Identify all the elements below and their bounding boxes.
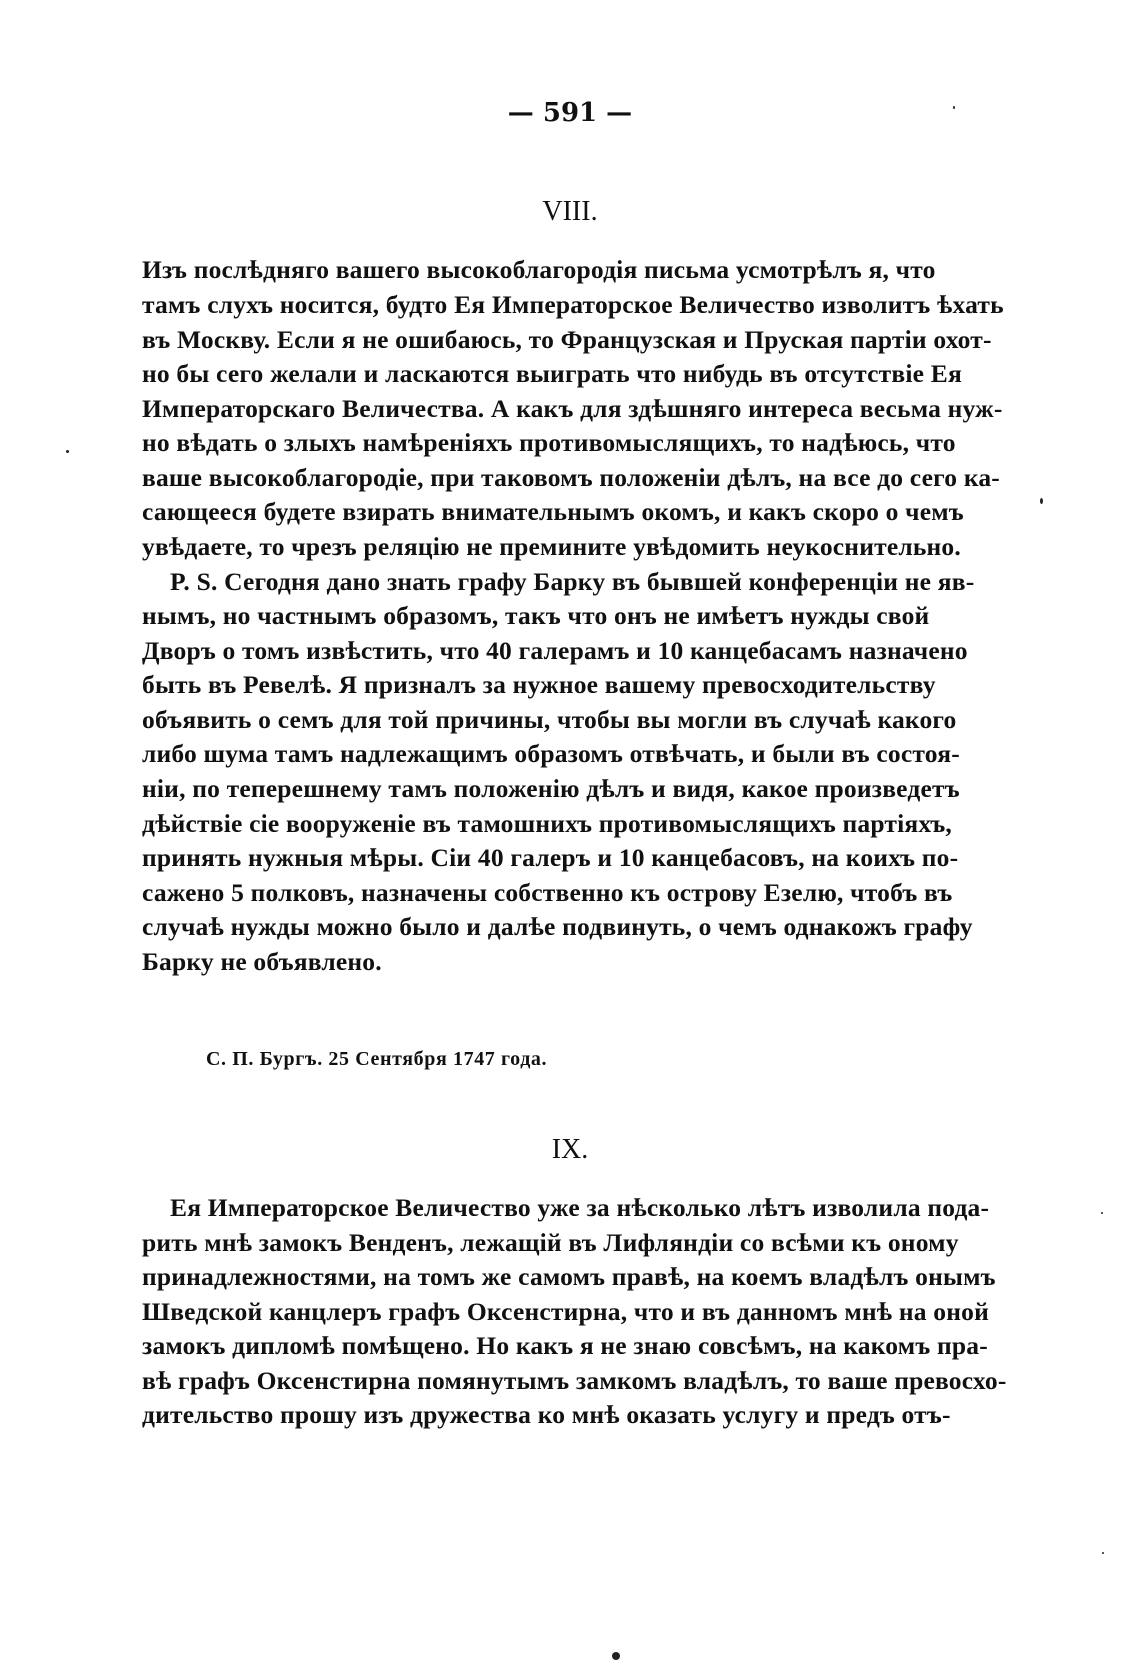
postscript-line: P. S. Сегодня дано знать графу Барку въ бывшей конференціи не яв-: [170, 567, 975, 596]
paragraph-line: сажено 5 полковъ, назначены собственно къ острову Езелю, чтобъ въ: [142, 878, 953, 907]
paragraph-line: тамъ слухъ носится, будто Ея Императорское Величество изволитъ ѣхать: [142, 290, 1004, 319]
paragraph-line: Барку не объявлено.: [142, 947, 382, 976]
paragraph-line: рить мнѣ замокъ Венденъ, лежащій въ Лифляндіи со всѣми къ оному: [142, 1228, 959, 1257]
paragraph-line: Изъ послѣдняго вашего высокоблагородія письма усмотрѣлъ я, что: [142, 255, 936, 284]
paragraph-line: вѣ графъ Оксенстирна помянутымъ замкомъ владѣлъ, то ваше превосхо-: [142, 1366, 1007, 1395]
paragraph-line: но бы сего желали и ласкаются выиграть что нибудь въ отсутствіе Ея: [142, 359, 962, 388]
page-number: — 591 —: [507, 98, 633, 128]
section-heading-ix: IX.: [551, 1134, 589, 1165]
paragraph-line: но вѣдать о злыхъ намѣреніяхъ противомыслящихъ, то надѣюсь, что: [142, 428, 956, 457]
scan-speck: [1101, 1212, 1103, 1214]
paragraph-line: сающееся будете взирать внимательнымъ окомъ, и какъ скоро о чемъ: [142, 497, 964, 526]
paragraph-line: замокъ дипломѣ помѣщено. Но какъ я не знаю совсѣмъ, на какомъ пра-: [142, 1331, 988, 1360]
paragraph-line: принадлежностями, на томъ же самомъ правѣ, на коемъ владѣлъ онымъ: [142, 1262, 996, 1291]
paragraph-line: Дворъ о томъ извѣстить, что 40 галерамъ и 10 канцебасамъ назначено: [142, 636, 968, 665]
paragraph-line: дительство прошу изъ дружества ко мнѣ оказать услугу и предъ отъ-: [142, 1400, 951, 1429]
paragraph-line: принять нужныя мѣры. Сіи 40 галеръ и 10 канцебасовъ, на коихъ по-: [142, 843, 959, 872]
paragraph-line: ніи, по теперешнему тамъ положенію дѣлъ и видя, какое произведетъ: [142, 774, 960, 803]
paragraph-line: Императорскаго Величества. А какъ для здѣшняго интереса весьма нуж-: [142, 394, 1003, 423]
paragraph-line: быть въ Ревелѣ. Я призналъ за нужное вашему превосходительству: [142, 670, 936, 699]
paragraph-line: въ Москву. Если я не ошибаюсь, то Французская и Пруская партіи охот-: [142, 325, 992, 354]
scan-speck: [953, 106, 955, 109]
paragraph-line: дѣйствіе сіе вооруженіе въ тамошнихъ противомыслящихъ партіяхъ,: [142, 809, 952, 838]
paragraph-line: Шведской канцлеръ графъ Оксенстирна, что и въ данномъ мнѣ на оной: [142, 1297, 989, 1326]
paragraph-line: ваше высокоблагородіе, при таковомъ положеніи дѣлъ, на все до сего ка-: [142, 463, 1000, 492]
section-heading-viii: VIII.: [542, 196, 598, 227]
paragraph-line: Ея Императорское Величество уже за нѣсколько лѣтъ изволила пода-: [170, 1193, 990, 1222]
scan-speck: [612, 1652, 620, 1660]
paragraph-line: либо шума тамъ надлежащимъ образомъ отвѣчать, и были въ состоя-: [142, 739, 960, 768]
scan-speck: [66, 450, 69, 453]
paragraph-line: случаѣ нужды можно было и далѣе подвинуть, о чемъ однакожъ графу: [142, 912, 973, 941]
paragraph-line: нымъ, но частнымъ образомъ, такъ что онъ не имѣетъ нужды свой: [142, 601, 930, 630]
paragraph-line: объявить о семъ для той причины, чтобы вы могли въ случаѣ какого: [142, 705, 957, 734]
scan-speck: [1040, 498, 1043, 504]
date-signature: С. П. Бургъ. 25 Сентября 1747 года.: [206, 1048, 548, 1070]
paragraph-line: увѣдаете, то чрезъ реляцію не премините увѣдомить неукоснительно.: [142, 532, 961, 561]
scan-speck: [1102, 1552, 1104, 1554]
